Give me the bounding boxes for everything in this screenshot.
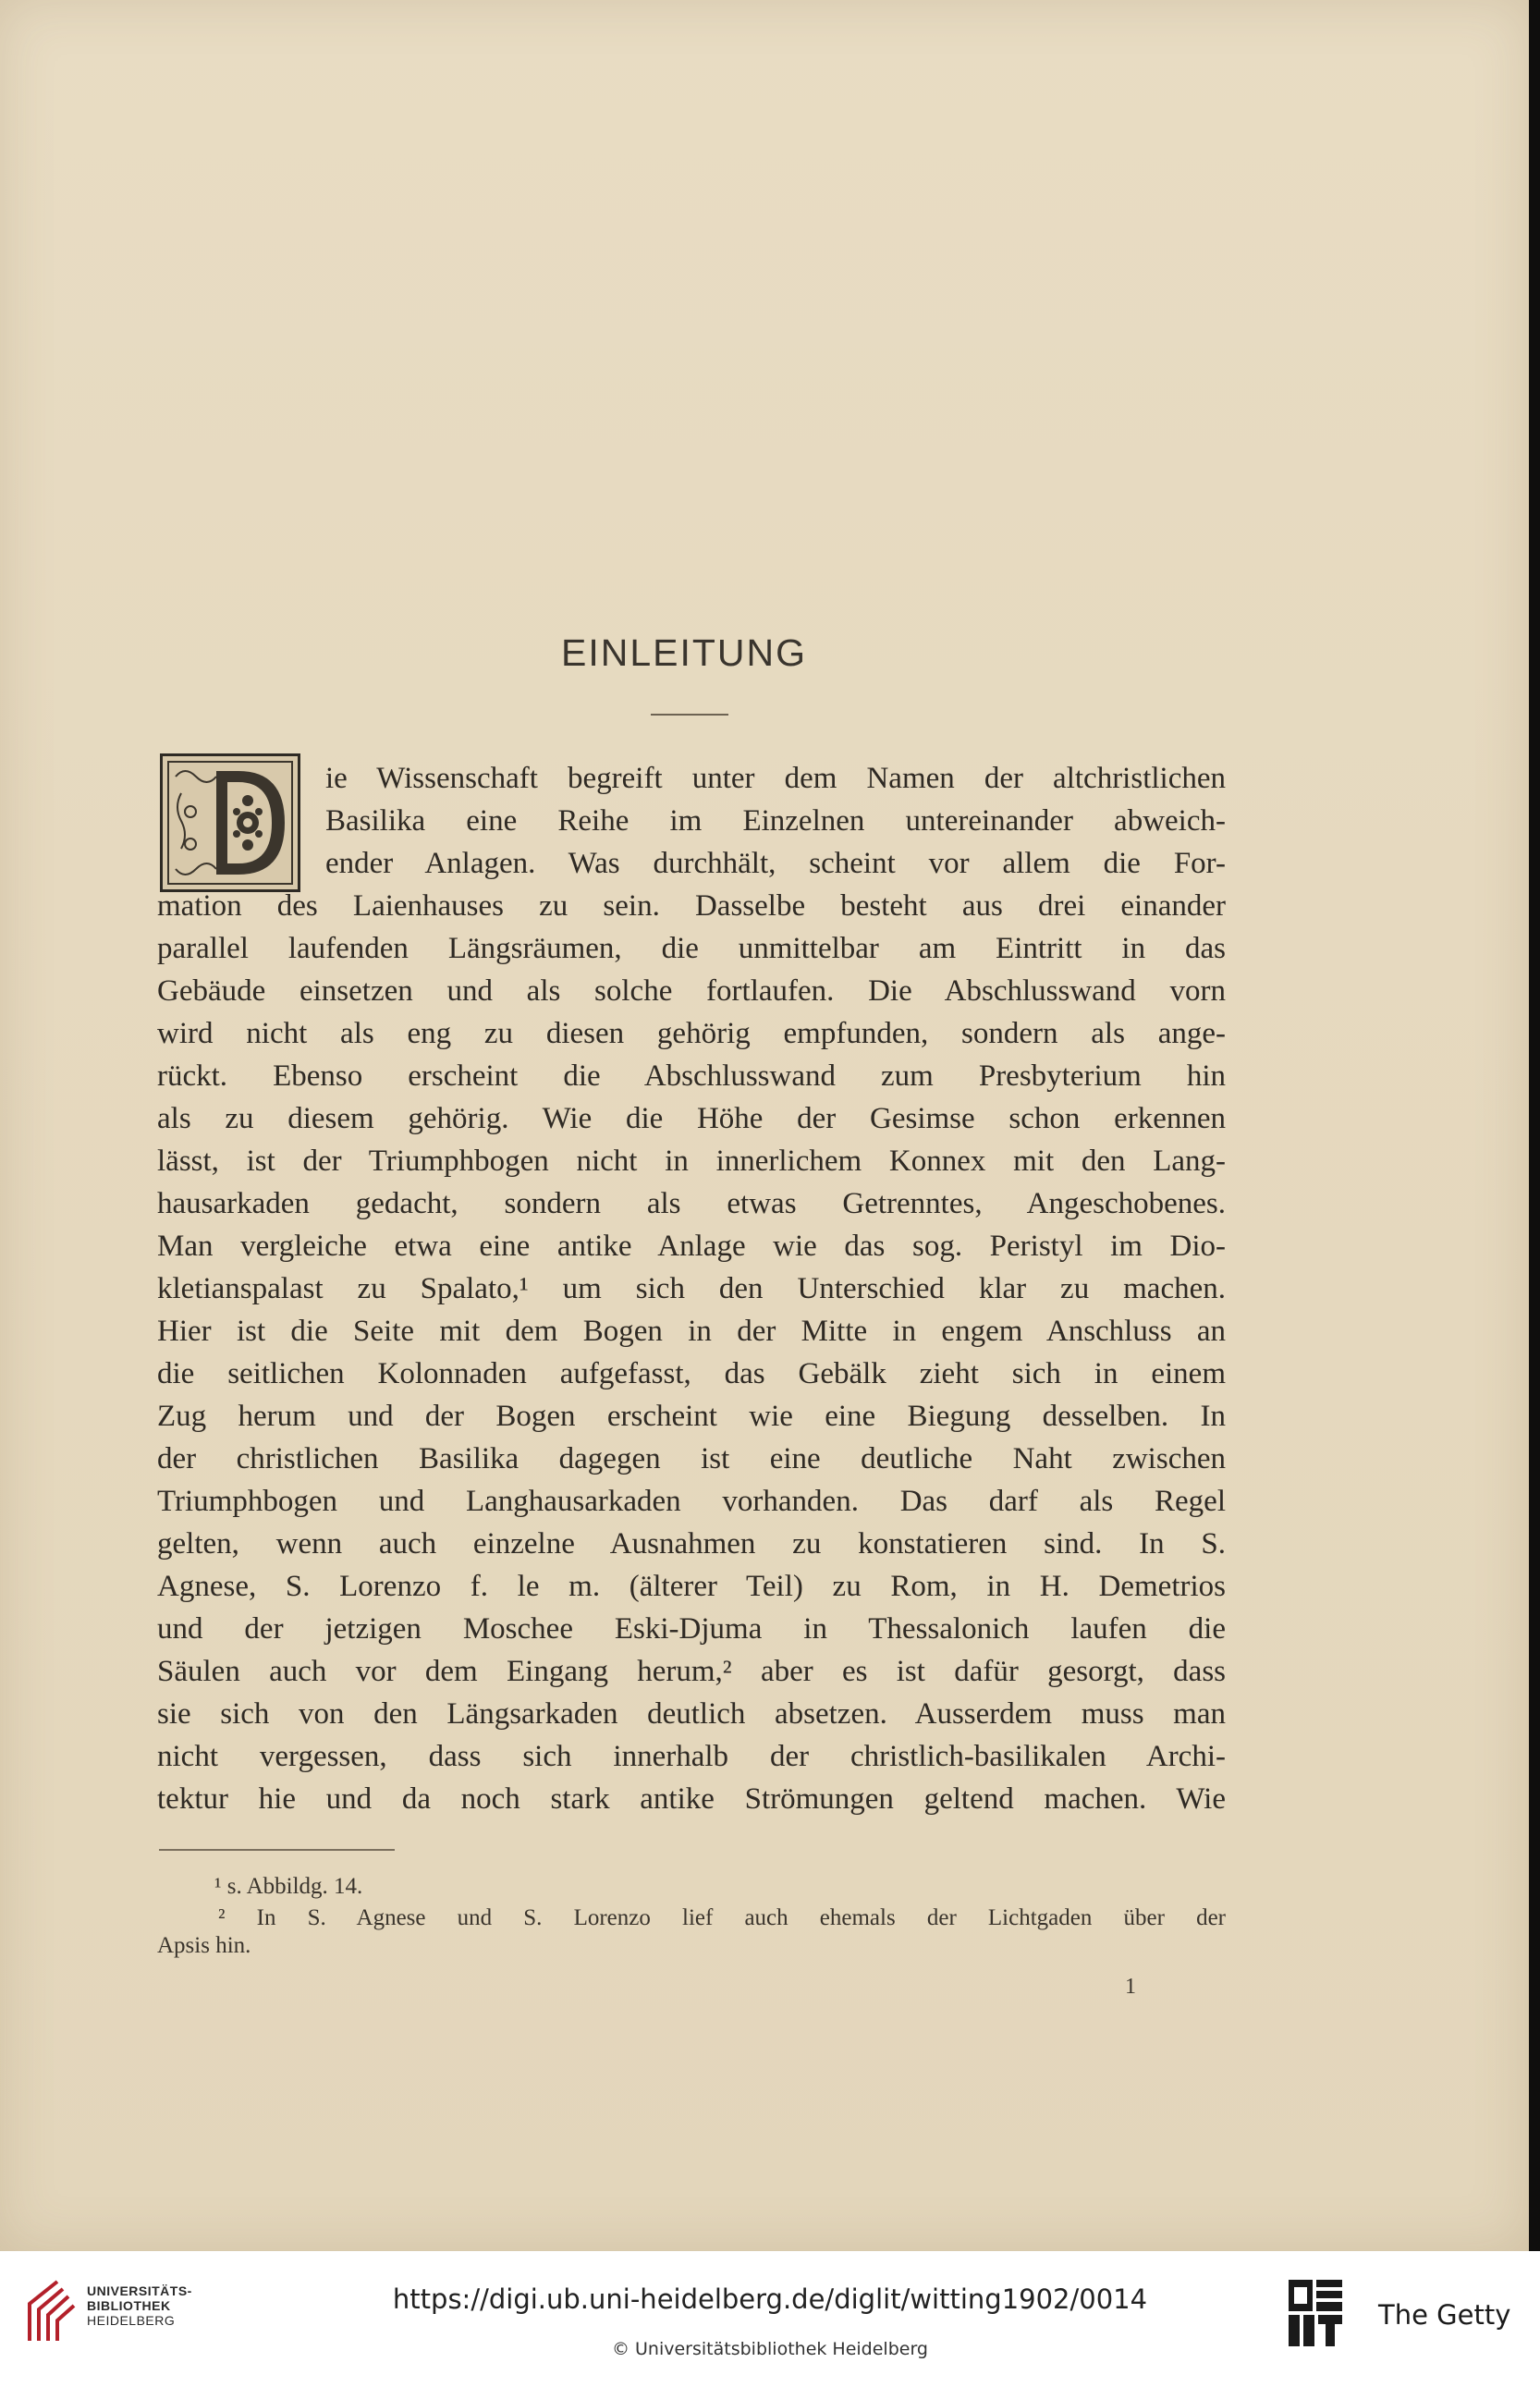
text-line: ender Anlagen. Was durchhält, scheint vor allem die For- [325,847,1226,880]
text-line: nicht vergessen, dass sich innerhalb der christlich-basilikalen Archi- [157,1740,1226,1773]
title-rule [651,714,728,716]
text-line: Man vergleiche etwa eine antike Anlage wie das sog. Peristyl im Dio- [157,1230,1226,1263]
scan-edge [1529,0,1540,2251]
text-line: rückt. Ebenso erscheint die Abschlusswand zum Presbyterium hin [157,1059,1226,1093]
dropcap-ornament-icon [163,756,298,889]
footnote-2: ² In S. Agnese und S. Lorenzo lief auch ehemals der Lichtgaden über der [218,1905,1226,1930]
text-line: gelten, wenn auch einzelne Ausnahmen zu konstatieren sind. In S. [157,1527,1226,1561]
text-line: hausarkaden gedacht, sondern als etwas Getrenntes, Angeschobenes. [157,1187,1226,1220]
text-line: Zug herum und der Bogen erscheint wie eine Biegung desselben. In [157,1400,1226,1433]
library-name-line1: UNIVERSITÄTS- [87,2283,192,2298]
copyright-notice: © Universitätsbibliothek Heidelberg [611,2339,928,2359]
library-name-line2: BIBLIOTHEK [87,2298,171,2313]
footnote-1: ¹ s. Abbildg. 14. [214,1874,363,1899]
library-name-line3: HEIDELBERG [87,2313,176,2328]
text-line: Säulen auch vor dem Eingang herum,² aber es ist dafür gesorgt, dass [157,1655,1226,1688]
text-line: Basilika eine Reihe im Einzelnen untereinander abweich- [325,804,1226,838]
text-line: parallel laufenden Längsräumen, die unmittelbar am Eintritt in das [157,932,1226,965]
text-line: der christlichen Basilika dagegen ist eine deutliche Naht zwischen [157,1442,1226,1475]
page-number: 1 [1125,1975,1136,1999]
ornamental-dropcap [160,753,300,892]
getty-label: The Getty [1378,2299,1511,2331]
text-line: ie Wissenschaft begreift unter dem Namen der altchristlichen [325,762,1226,795]
footnote-rule [159,1849,395,1851]
text-line: tektur hie und da noch stark antike Strömungen geltend machen. Wie [157,1782,1226,1816]
text-line: Agnese, S. Lorenzo f. le m. (älterer Teil) zu Rom, in H. Demetrios [157,1570,1226,1603]
text-line: lässt, ist der Triumphbogen nicht in innerlichem Konnex mit den Lang- [157,1145,1226,1178]
text-line: mation des Laienhauses zu sein. Dasselbe besteht aus drei einander [157,889,1226,923]
text-line: sie sich von den Längsarkaden deutlich absetzen. Ausserdem muss man [157,1697,1226,1731]
text-line: Triumphbogen und Langhausarkaden vorhanden. Das darf als Regel [157,1485,1226,1518]
text-line: wird nicht als eng zu diesen gehörig empfunden, sondern als ange- [157,1017,1226,1050]
permalink-url[interactable]: https://digi.ub.uni-heidelberg.de/diglit/witting1902/0014 [392,2283,1148,2315]
text-line: kletianspalast zu Spalato,¹ um sich den Unterschied klar zu machen. [157,1272,1226,1305]
text-line: als zu diesem gehörig. Wie die Höhe der Gesimse schon erkennen [157,1102,1226,1135]
text-line: die seitlichen Kolonnaden aufgefasst, das Gebälk zieht sich in einem [157,1357,1226,1390]
chapter-title: EINLEITUNG [560,631,808,674]
text-line: Gebäude einsetzen und als solche fortlaufen. Die Abschlusswand vorn [157,974,1226,1008]
text-line: und der jetzigen Moschee Eski-Djuma in Thessalonich laufen die [157,1612,1226,1646]
footnote-2-continued: Apsis hin. [157,1933,251,1958]
getty-logo-icon[interactable] [1287,2278,1344,2348]
text-line: Hier ist die Seite mit dem Bogen in der Mitte in engem Anschluss an [157,1315,1226,1348]
